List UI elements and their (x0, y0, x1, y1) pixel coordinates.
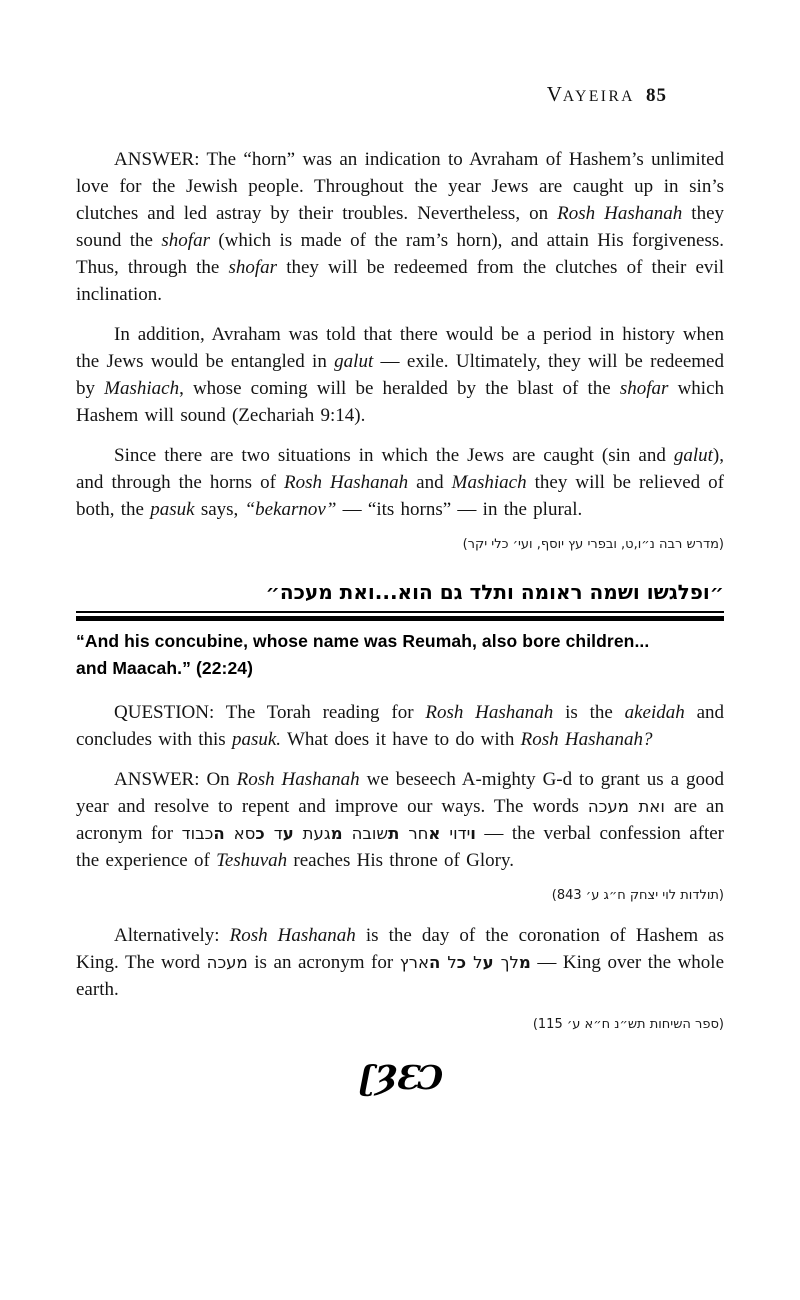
source-citation-midrash: (מדרש רבה נ״ו,ט, ובפרי עץ יוסף, ועי׳ כלי יקר) (462, 537, 724, 552)
divider-rule-thick (76, 616, 724, 621)
page-number: 85 (646, 85, 667, 106)
page-content (76, 146, 724, 1097)
source-citation-sichos: (ספר השיחות תש״נ ח״א ע׳ 115) (532, 1017, 724, 1032)
answer-paragraph-2: In addition, Avraham was told that there would be a period in history when the Jews would be entangled in galut — exile. Ultimately, they will be redeemed by Mashiach, whose coming will be heralded by the blast of the shofar which Hashem will sound (Zechariah 9:14). (76, 324, 725, 426)
pasuk-translation (76, 628, 724, 682)
answer-paragraph-3: Since there are two situations in which the Jews are caught (sin and galut), and through the horns of Rosh Hashanah and Mashiach they will be relieved of both, the pasuk says, “bekarnov” — “its horns” — in the plural. (76, 445, 724, 520)
divider-rule-thin (76, 611, 724, 613)
pasuk-heading-hebrew: ״ופלגשו ושמה ראומה ותלד גם הוא...ואת מעכה״ (265, 580, 724, 604)
pasuk-translation-line-2: and Maacah.” (22:24) (76, 658, 254, 678)
alternative-paragraph: Alternatively: Rosh Hashanah is the day of the coronation of Hashem as King. The word מעכה is an acronym for מלך על כל הארץ — King over the whole earth. (76, 925, 725, 1000)
end-fleuron-ornament: ʗȜƐƆ (358, 1058, 442, 1097)
answer-paragraph-1: ANSWER: The “horn” was an indication to Avraham of Hashem’s unlimited love for the Jewish people. Throughout the year Jews are caught up in sin’s clutches and led astray by their troubles. Nevertheless, on Rosh Hashanah they sound the shofar (which is made of the ram’s horn), and attain His forgiveness. Thus, through the shofar they will be redeemed from the clutches of their evil inclination. (76, 149, 724, 305)
running-header (547, 82, 667, 107)
source-citation-toldos: (תולדות לוי יצחק ח״ג ע׳ 843) (551, 888, 724, 903)
question-paragraph: QUESTION: The Torah reading for Rosh Hashanah is the akeidah and concludes with this pasuk. What does it have to do with Rosh Hashanah? (76, 702, 725, 750)
answer-paragraph-4: ANSWER: On Rosh Hashanah we beseech A-mighty G-d to grant us a good year and resolve to repent and improve our ways. The words ואת מעכה are an acronym for וידוי אחר תשובה מגעת עד כסא הכבוד — the verbal confession after the experience of Teshuvah reaches His throne of Glory. (76, 769, 725, 871)
pasuk-translation-line-1: “And his concubine, whose name was Reumah, also bore children... (76, 631, 650, 651)
parsha-title: VAYEIRA (546, 82, 635, 106)
